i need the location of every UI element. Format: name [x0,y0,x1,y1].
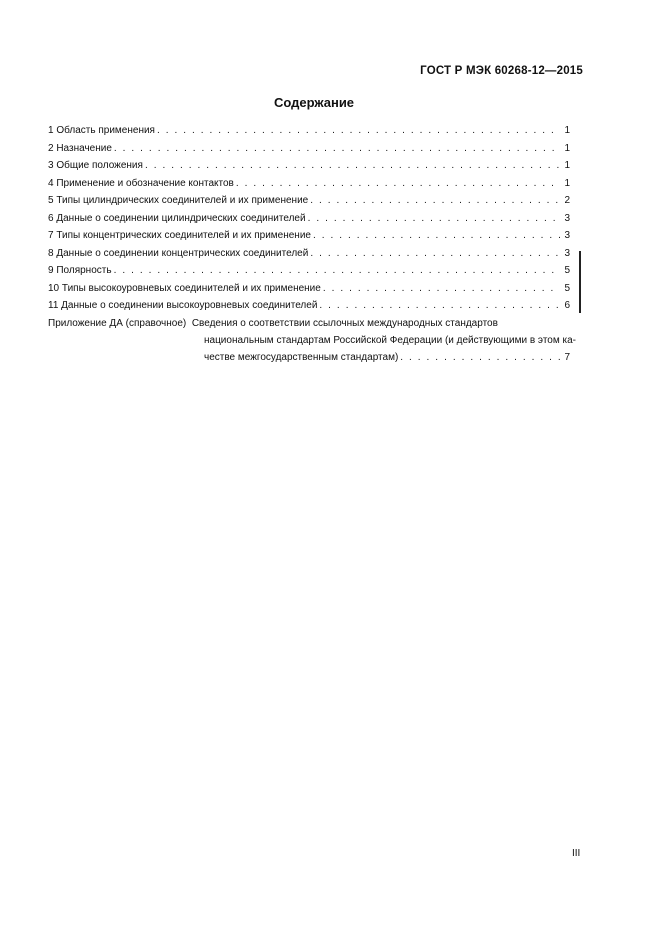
toc-entry-label: 1 Область применения [48,125,155,136]
annex-title-line-3: честве межгосударственным стандартам) [204,351,399,363]
toc-leader-dots [145,160,560,171]
annex-title-line-1: Сведения о соответствии ссылочных международных стандартов [191,317,498,329]
toc-entry-label: 10 Типы высокоуровневых соединителей и их применение [48,282,321,294]
toc-entry-page: 1 [564,125,570,136]
toc-leader-dots [114,143,560,154]
toc-entry-label: 7 Типы концентрических соединителей и их применение [48,230,311,241]
toc-leader-dots [308,213,560,224]
revision-bar [579,251,581,313]
document-code: ГОСТ Р МЭК 60268-12—2015 [420,65,583,77]
toc-entry-label: 9 Полярность [48,265,112,276]
toc-entry-page: 2 [564,195,570,206]
toc-leader-dots [157,125,560,136]
toc-entry-label: 3 Общие положения [48,160,143,171]
toc-entry-page: 5 [564,265,570,276]
toc-entry[interactable] [48,300,570,318]
toc-entry-page: 1 [564,160,570,171]
toc-entry-label: 5 Типы цилиндрических соединителей и их применение [48,195,309,206]
toc-entry-page: 6 [564,300,570,311]
annex-prefix: Приложение ДА (справочное) [48,317,187,329]
toc-entry[interactable] [48,230,570,248]
page-number: III [572,848,581,859]
toc-entry-page: 1 [564,177,570,189]
toc-entry[interactable] [48,160,570,178]
toc-entry[interactable] [48,143,570,161]
toc-entry[interactable] [48,178,570,196]
toc-entry-label: 8 Данные о соединении концентрических соединителей [48,247,309,259]
toc-entry-page: 3 [564,230,570,241]
toc-entry-label: 2 Назначение [48,142,112,154]
toc-leader-dots [313,230,560,241]
toc-entry[interactable] [48,283,570,301]
toc-entry-page: 3 [564,247,570,259]
annex-page: 7 [564,351,570,363]
toc-annex-entry[interactable] [48,317,576,369]
table-of-contents [48,125,576,369]
toc-entry-page: 5 [564,282,570,294]
toc-leader-dots [114,265,560,276]
toc-entry[interactable] [48,125,570,143]
toc-entry-page: 3 [564,212,570,224]
toc-entry[interactable] [48,213,570,231]
toc-entry-label: 6 Данные о соединении цилиндрических соединителей [48,212,306,224]
toc-entry-page: 1 [564,142,570,154]
toc-leader-dots [400,352,562,363]
toc-entry[interactable] [48,195,570,213]
toc-entry-label: 11 Данные о соединении высокоуровневых соединителей [48,300,318,311]
toc-leader-dots [323,283,560,294]
toc-leader-dots [236,178,560,189]
toc-entry[interactable] [48,248,570,266]
toc-leader-dots [310,195,560,206]
toc-entry-label: 4 Применение и обозначение контактов [48,177,234,189]
annex-title-line-2: национальным стандартам Российской Федерации (и действующими в этом ка- [204,334,576,346]
toc-title: Содержание [273,95,355,110]
toc-leader-dots [310,248,560,259]
toc-leader-dots [319,300,560,311]
toc-entry[interactable] [48,265,570,283]
